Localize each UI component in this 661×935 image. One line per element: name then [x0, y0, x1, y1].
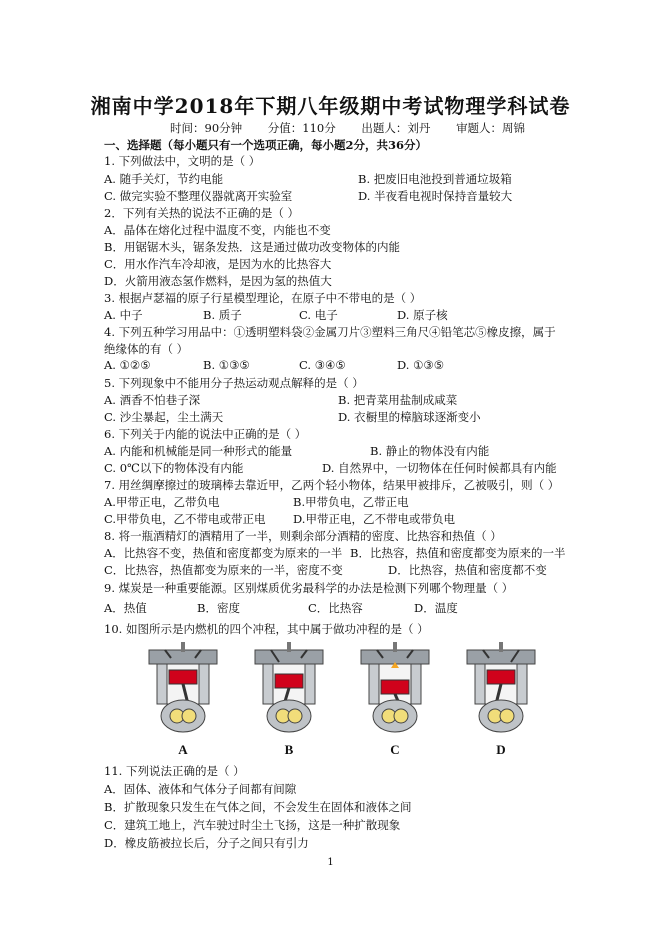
q8-option-a: A．比热容不变，热值和密度都变为原来的一半: [104, 546, 343, 560]
q7-stem: 7. 用丝绸摩擦过的玻璃棒去靠近甲，乙两个轻小物体，结果甲被排斥，乙被吸引，则（ ）: [104, 478, 560, 492]
q10-stem: 10. 如图所示是内燃机的四个冲程，其中属于做功冲程的是（ ）: [104, 622, 429, 636]
q4-stem: 4. 下列五种学习用品中：①透明塑料袋②金属刀片③塑料三角尺④铅笔芯⑤橡皮擦，属于: [104, 325, 556, 339]
engine-diagram-b: [247, 640, 331, 758]
engine-diagram-a: [141, 640, 225, 758]
q2-stem: 2．下列有关热的说法不正确的是（ ）: [104, 206, 299, 220]
q6-stem: 6. 下列关于内能的说法中正确的是（ ）: [104, 427, 307, 441]
engine-label-a: A: [178, 742, 188, 757]
q3-option-a: A. 中子: [104, 308, 143, 322]
q9-stem: 9. 煤炭是一种重要能源。区别煤质优劣最科学的办法是检测下列哪个物理量（ ）: [104, 581, 514, 595]
q6-option-d: D. 自然界中，一切物体在任何时候都具有内能: [322, 461, 557, 475]
q6-option-a: A. 内能和机械能是同一种形式的能量: [104, 444, 293, 458]
q8-option-b: B．比热容，热值和密度都变为原来的一半: [350, 546, 566, 560]
q11-stem: 11. 下列说法正确的是（ ）: [104, 764, 245, 778]
q11-option-c: C．建筑工地上，汽车驶过时尘土飞扬，这是一种扩散现象: [104, 818, 401, 832]
q3-option-d: D. 原子核: [397, 308, 448, 322]
q2-option-b: B．用锯锯木头，锯条发热．这是通过做功改变物体的内能: [104, 240, 400, 254]
exam-author: 出题人：刘丹: [361, 121, 431, 135]
q3-option-c: C. 电子: [299, 308, 338, 322]
q2-option-a: A．晶体在熔化过程中温度不变，内能也不变: [104, 223, 331, 237]
q11-option-a: A．固体、液体和气体分子间都有间隙: [104, 782, 297, 796]
q3-stem: 3. 根据卢瑟福的原子行星模型理论，在原子中不带电的是（ ）: [104, 291, 422, 305]
q2-option-c: C．用水作汽车冷却液，是因为水的比热容大: [104, 257, 332, 271]
q5-option-d: D. 衣橱里的樟脑球逐渐变小: [338, 410, 481, 424]
q4-option-d: D. ①③⑤: [397, 358, 445, 372]
engine-diagram-c: [353, 640, 437, 758]
engine-b-illustration: [247, 640, 331, 740]
q9-option-c: C．比热容: [308, 601, 363, 615]
q3-option-b: B. 质子: [203, 308, 242, 322]
q5-option-a: A. 酒香不怕巷子深: [104, 393, 201, 407]
q11-option-b: B．扩散现象只发生在气体之间，不会发生在固体和液体之间: [104, 800, 412, 814]
q5-stem: 5. 下列现象中不能用分子热运动观点解释的是（ ）: [104, 376, 364, 390]
q2-option-d: D．火箭用液态氢作燃料，是因为氢的热值大: [104, 274, 332, 288]
exam-reviewer: 审题人：周锦: [456, 121, 526, 135]
q4-option-c: C. ③④⑤: [299, 358, 346, 372]
q7-option-d: D.甲带正电，乙不带电或带负电: [293, 512, 455, 526]
engine-label-c: C: [390, 742, 400, 757]
q1-option-b: B. 把废旧电池投到普通垃圾箱: [358, 172, 512, 186]
exam-meta: [170, 120, 547, 136]
q6-option-c: C. 0℃以下的物体没有内能: [104, 461, 244, 475]
q11-option-d: D．橡皮筋被拉长后，分子之间只有引力: [104, 836, 309, 850]
q9-option-a: A．热值: [104, 601, 147, 615]
engine-a-illustration: [141, 640, 225, 740]
q4-stem-cont: 绝缘体的有（ ）: [104, 342, 189, 356]
engine-label-d: D: [496, 742, 506, 757]
exam-time: 时间：90分钟: [170, 121, 243, 135]
exam-score: 分值：110分: [267, 121, 336, 135]
engine-strokes-figure: [135, 640, 555, 760]
q1-option-d: D. 半夜看电视时保持音量较大: [358, 189, 513, 203]
section-heading: 一、选择题（每小题只有一个选项正确，每小题2分，共36分）: [104, 138, 428, 152]
q8-stem: 8. 将一瓶酒精灯的酒精用了一半，则剩余部分酒精的密度、比热容和热值（ ）: [104, 529, 502, 543]
engine-c-illustration: [353, 640, 437, 740]
q1-option-a: A. 随手关灯，节约电能: [104, 172, 224, 186]
q1-stem: 1. 下列做法中，文明的是（ ）: [104, 154, 261, 168]
engine-diagram-d: [459, 640, 543, 758]
exam-title: 湘南中学2018年下期八年级期中考试物理学科试卷: [90, 94, 571, 118]
engine-label-b: B: [284, 742, 294, 757]
q6-option-b: B. 静止的物体没有内能: [370, 444, 490, 458]
page-number: 1: [327, 857, 334, 868]
q1-option-c: C. 做完实验不整理仪器就离开实验室: [104, 189, 293, 203]
engine-d-illustration: [459, 640, 543, 740]
q7-option-c: C.甲带负电，乙不带电或带正电: [104, 512, 266, 526]
q8-option-c: C．比热容，热值都变为原来的一半，密度不变: [104, 563, 343, 577]
q5-option-c: C. 沙尘暴起，尘土满天: [104, 410, 224, 424]
q7-option-a: A.甲带正电，乙带负电: [104, 495, 220, 509]
q9-option-b: B．密度: [197, 601, 240, 615]
q5-option-b: B. 把青菜用盐制成咸菜: [338, 393, 458, 407]
q7-option-b: B.甲带负电，乙带正电: [293, 495, 409, 509]
q4-option-a: A. ①②⑤: [104, 358, 151, 372]
q9-option-d: D．温度: [414, 601, 458, 615]
q8-option-d: D．比热容，热值和密度都不变: [388, 563, 547, 577]
q4-option-b: B. ①③⑤: [203, 358, 250, 372]
